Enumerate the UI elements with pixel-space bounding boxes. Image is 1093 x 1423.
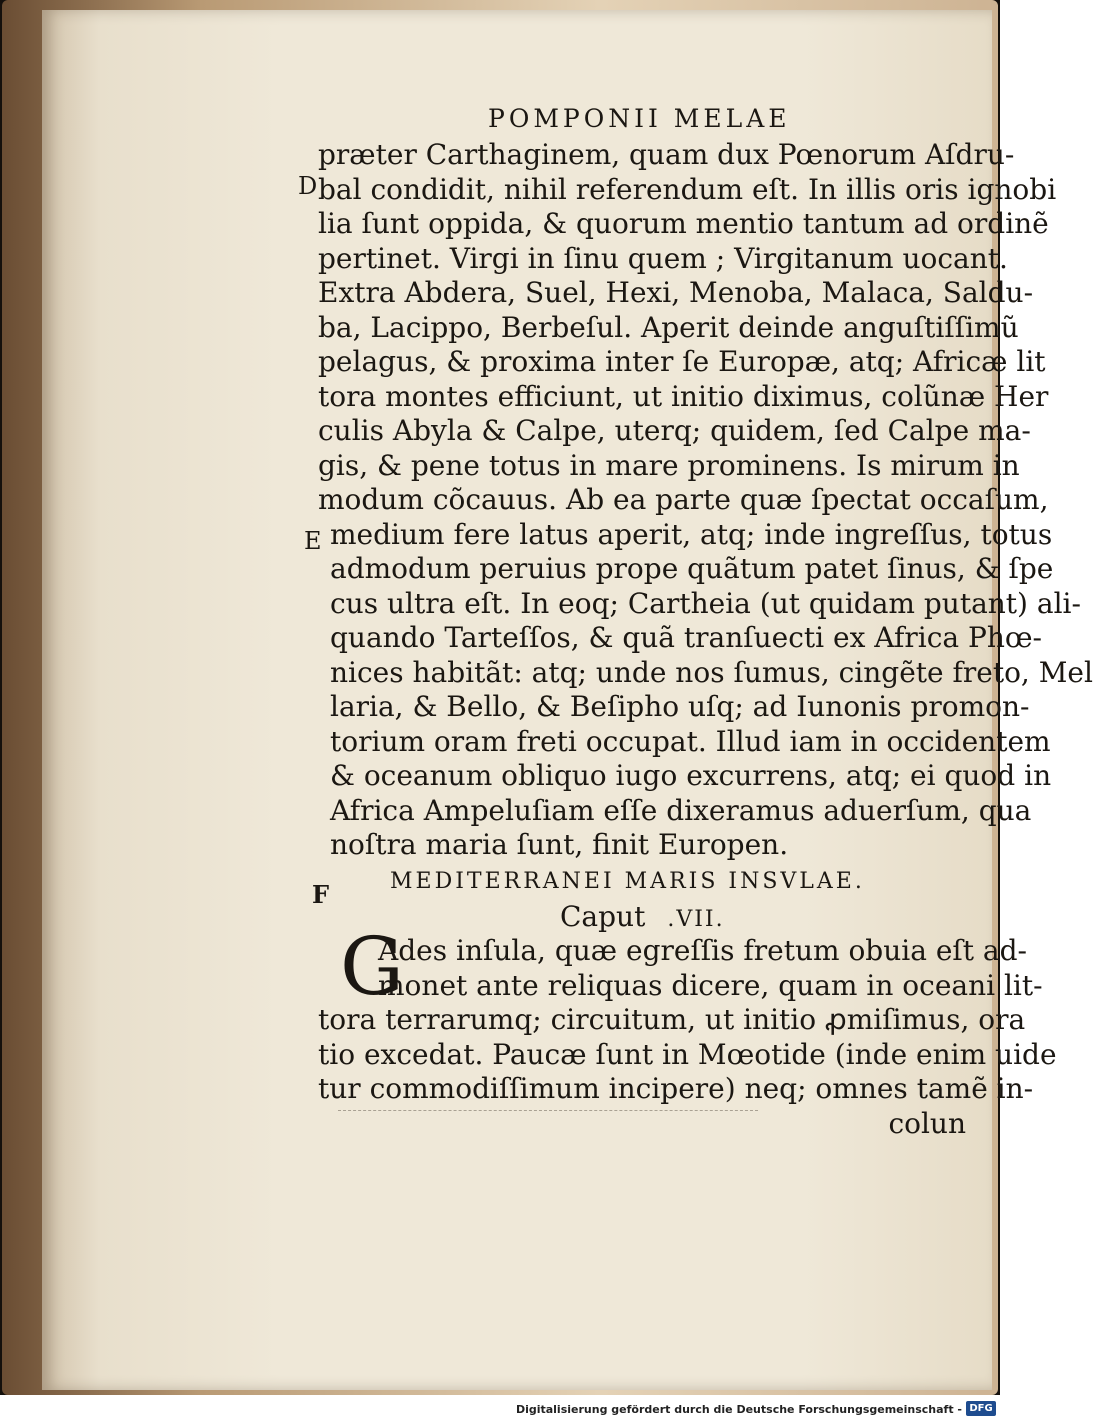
text-line: torium oram freti occupat. Illud iam in occidentem <box>330 724 1051 758</box>
drop-cap: G <box>340 920 404 1013</box>
text-line: tora terrarumq; circuitum, ut initio ꝓmiſimus, ora <box>318 1003 1026 1036</box>
funding-notice: Digitalisierung gefördert durch die Deutsche Forschungsgemeinschaft - <box>515 1403 962 1416</box>
text-line: Africa Ampeluſiam eſſe dixeramus aduerſum, qua <box>330 793 1032 827</box>
text-line: culis Abyla & Calpe, uterq; quidem, ſed Calpe ma- <box>318 414 1031 447</box>
text-line: lia ſunt oppida, & quorum mentio tantum ad ordinẽ <box>318 207 1049 240</box>
chapter-heading: MEDITERRANEI MARIS INSVLAE. <box>390 869 865 894</box>
text-line: laria, & Bello, & Beſipho uſq; ad Iunonis promon- <box>330 690 1030 723</box>
text-line: pertinet. Virgi in ſinu quem ; Virgitanum uocant. <box>318 241 1008 275</box>
body-text <box>318 138 1093 863</box>
text-line: Extra Abdera, Suel, Hexi, Menoba, Malaca, Saldu- <box>318 276 1034 309</box>
margin-letter-e: E <box>304 527 322 555</box>
caput-label: Caput <box>560 900 646 933</box>
text-line: quando Tarteſſos, & quã tranſuecti ex Africa Phœ- <box>330 621 1043 654</box>
text-line: bal condidit, nihil referendum eſt. In illis oris ignobi <box>318 172 1057 206</box>
text-line: tio excedat. Paucæ ſunt in Mœotide (inde enim uide <box>318 1037 1057 1071</box>
bleed-through-marks <box>338 1110 758 1117</box>
text-line: modum cõcauus. Ab ea parte quæ ſpectat occaſum, <box>318 483 1049 516</box>
margin-letter-d: D <box>298 172 318 200</box>
caput-line <box>560 900 725 933</box>
text-line: medium fere latus aperit, atq; inde ingreſſus, totus <box>330 517 1053 551</box>
text-line: tur commodiſſimum incipere) neq; omnes tamẽ in- <box>318 1072 1034 1105</box>
text-line: gis, & pene totus in mare prominens. Is mirum in <box>318 448 1020 482</box>
text-line: & oceanum obliquo iugo excurrens, atq; ei quod in <box>330 759 1052 792</box>
text-line: tora montes efficiunt, ut initio diximus, colũnæ Her <box>318 379 1049 413</box>
text-line: noſtra maria ſunt, finit Europen. <box>330 828 789 861</box>
text-line: admodum peruius prope quãtum patet ſinus, & ſpe <box>330 552 1054 585</box>
text-line: præter Carthaginem, quam dux Pœnorum Aſdru- <box>318 138 1015 171</box>
text-line: ba, Lacippo, Berbeſul. Aperit deinde anguſtiſſimũ <box>318 310 1019 344</box>
text-line: pelagus, & proxima inter ſe Europæ, atq; Africæ lit <box>318 345 1046 378</box>
margin-letter-f: F <box>312 880 330 909</box>
text-line: cus ultra eſt. In eoq; Cartheia (ut quidam putant) ali- <box>330 586 1081 620</box>
text-line: nices habitãt: atq; unde nos ſumus, cingẽte freto, Mel <box>330 655 1093 689</box>
running-head: POMPONII MELAE <box>488 104 791 133</box>
catchword: colun <box>888 1106 966 1140</box>
caput-number: .VII. <box>667 907 725 932</box>
dfg-logo: DFG <box>966 1401 996 1416</box>
text-line: Ades inſula, quæ egreſſis fretum obuia eſt ad- <box>378 934 1027 967</box>
text-line: monet ante reliquas dicere, quam in oceani lit- <box>378 968 1043 1002</box>
